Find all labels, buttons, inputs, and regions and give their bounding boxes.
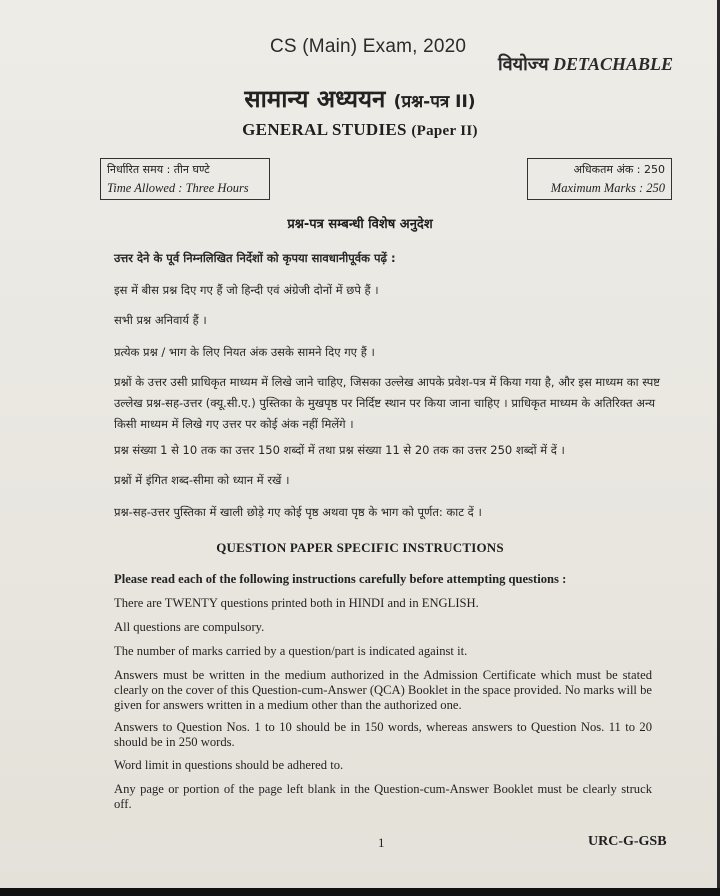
maximum-marks-hindi: अधिकतम अंक : 250 [573, 163, 665, 176]
hindi-instruction-item: इस में बीस प्रश्न दिए गए हैं जो हिन्दी एवं अंग्रेजी दोनों में छपे हैं । [114, 283, 379, 297]
detachable-english: DETACHABLE [553, 54, 674, 74]
paper-number-english: (Paper II) [411, 123, 478, 139]
page-edge-shadow-bottom [0, 888, 720, 896]
paper-number-hindi: (प्रश्न-पत्र II) [393, 92, 476, 112]
title-hindi: सामान्य अध्ययन [244, 85, 386, 113]
paper-title-english [0, 120, 720, 140]
english-instructions-heading: QUESTION PAPER SPECIFIC INSTRUCTIONS [216, 540, 504, 555]
english-instruction-item: Any page or portion of the page left blank in the Question-cum-Answer Booklet must be clearly struck off. [114, 782, 652, 811]
english-instruction-item: There are TWENTY questions printed both in HINDI and in ENGLISH. [114, 596, 479, 610]
title-english: GENERAL STUDIES [242, 120, 407, 139]
page-number: 1 [378, 835, 385, 850]
time-allowed-english: Time Allowed : Three Hours [107, 181, 249, 195]
hindi-instruction-item: प्रश्नों में इंगित शब्द-सीमा को ध्यान में रखें । [114, 473, 290, 487]
detachable-hindi: वियोज्य [498, 54, 549, 75]
maximum-marks-box [527, 158, 672, 200]
paper-title-hindi [0, 82, 720, 115]
time-allowed-hindi: निर्धारित समय : तीन घण्टे [107, 163, 210, 176]
english-instruction-item: All questions are compulsory. [114, 620, 265, 634]
detachable-label [498, 52, 673, 76]
paper-code: URC-G-GSB [588, 834, 667, 849]
hindi-instruction-item: सभी प्रश्न अनिवार्य हैं । [114, 313, 207, 327]
english-instruction-item: Word limit in questions should be adhered to. [114, 758, 344, 772]
english-instruction-item: The number of marks carried by a question/part is indicated against it. [114, 644, 468, 658]
hindi-instruction-item: प्रत्येक प्रश्न / भाग के लिए नियत अंक उसके सामने दिए गए हैं । [114, 345, 375, 359]
hindi-instructions-intro: उत्तर देने के पूर्व निम्नलिखित निर्देशों को कृपया सावधानीपूर्वक पढ़ें : [114, 251, 396, 265]
hindi-instruction-item: प्रश्न संख्या 1 से 10 तक का उत्तर 150 शब्दों में तथा प्रश्न संख्या 11 से 20 तक का उत्तर 250 शब्दों में दें । [114, 443, 565, 457]
exam-title: CS (Main) Exam, 2020 [270, 36, 467, 57]
hindi-instructions-heading: प्रश्न-पत्र सम्बन्धी विशेष अनुदेश [287, 217, 433, 232]
english-instructions-intro: Please read each of the following instructions carefully before attempting questions : [114, 572, 567, 586]
english-instruction-item: Answers to Question Nos. 1 to 10 should be in 150 words, whereas answers to Question Nos. 11 to 20 should be in 250 words. [114, 720, 652, 749]
time-allowed-box [100, 158, 270, 200]
maximum-marks-english: Maximum Marks : 250 [550, 181, 665, 195]
english-instruction-item: Answers must be written in the medium authorized in the Admission Certificate which must be stated clearly on the cover of this Question-cum-Answer (QCA) Booklet in the space provided. No marks will be given for answers written in a medium other than the authorized one. [114, 668, 652, 712]
hindi-instruction-item: प्रश्न-सह-उत्तर पुस्तिका में खाली छोड़े गए कोई पृष्ठ अथवा पृष्ठ के भाग को पूर्णत: काट दें । [114, 505, 482, 519]
hindi-instruction-item: प्रश्नों के उत्तर उसी प्राधिकृत माध्यम में लिखे जाने चाहिए, जिसका उल्लेख आपके प्रवेश-पत्र में किया गया है, और इस माध्यम का स्पष्ट उल्लेख प्रश्न-सह-उत्तर (क्यू.सी.ए.) पुस्तिका के मुखपृष्ठ पर निर्दिष्ट स्थान पर किया जाना चाहिए । प्राधिकृत माध्यम के अतिरिक्त अन्य किसी माध्यम में लिखे गए उत्तर पर कोई अंक नहीं मिलेंगे । [114, 375, 660, 431]
